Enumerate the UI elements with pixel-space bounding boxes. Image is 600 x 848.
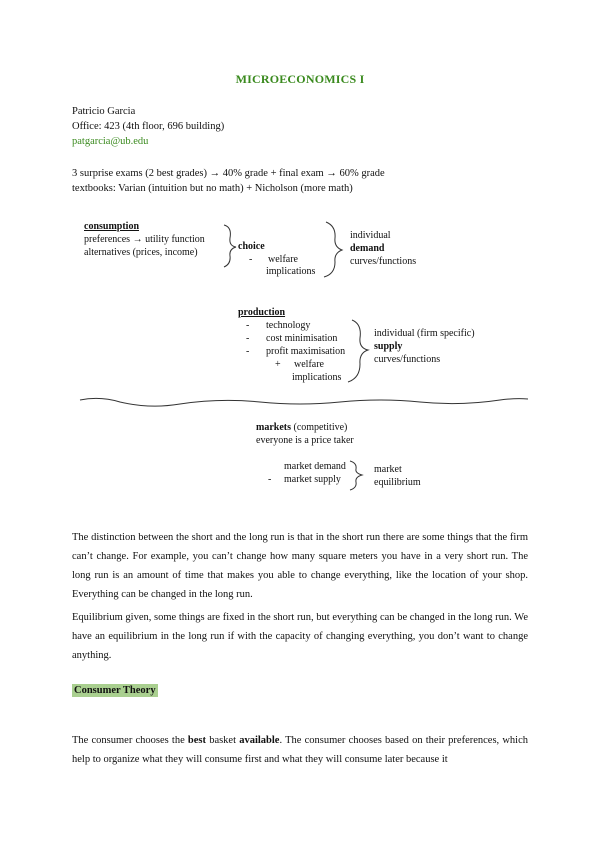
consumption-item: preferences → utility function xyxy=(84,234,205,245)
markets-heading-rest: (competitive) xyxy=(291,422,348,433)
production-welfare: welfare xyxy=(294,359,324,370)
production-heading: production xyxy=(238,307,286,318)
text-run: . The consumer chooses based on their preferences, which help to organize what they will consume first and what they will consume later because it xyxy=(72,735,529,765)
supply-result: individual (firm specific) xyxy=(374,328,475,339)
production-bullet: - xyxy=(246,333,250,344)
textbooks-line: textbooks: Varian (intuition but no math) + Nicholson (more math) xyxy=(72,183,353,194)
email-link[interactable]: patgarcia@ub.edu xyxy=(72,136,149,147)
paragraph-consumer-theory xyxy=(72,731,528,769)
grading-line: 3 surprise exams (2 best grades) → 40% grade + final exam → 60% grade xyxy=(72,168,385,179)
production-item: cost minimisation xyxy=(266,333,338,344)
text-run: The consumer chooses the xyxy=(72,735,188,746)
separator-wave xyxy=(80,398,528,406)
market-brace xyxy=(350,461,362,490)
production-welfare: implications xyxy=(292,372,342,383)
production-bullet: - xyxy=(246,346,250,357)
demand-brace xyxy=(324,222,342,277)
supply-brace xyxy=(348,320,368,382)
markets-heading xyxy=(256,422,347,434)
welfare-dash: - xyxy=(249,254,253,265)
consumption-heading: consumption xyxy=(84,221,140,232)
welfare-label: implications xyxy=(266,266,316,277)
office-info: Office: 423 (4th floor, 696 building) xyxy=(72,121,225,132)
demand-result: individual xyxy=(350,230,391,241)
section-heading: Consumer Theory xyxy=(74,685,156,696)
equilibrium-result: market xyxy=(374,464,402,475)
market-item: market demand xyxy=(284,461,346,472)
production-plus: + xyxy=(275,359,281,370)
demand-result: curves/functions xyxy=(350,256,417,267)
demand-result: demand xyxy=(350,243,385,254)
paragraph-equilibrium: Equilibrium given, some things are fixed in the short run, but everything can be changed in the long run. We have an equilibrium in the long run if with the capacity of changing everything, you don’t want to change anything. xyxy=(72,612,528,661)
text-run: basket xyxy=(206,735,240,746)
equilibrium-result: equilibrium xyxy=(374,477,421,488)
page-title: MICROECONOMICS I xyxy=(235,72,365,86)
market-dash: - xyxy=(268,474,272,485)
welfare-label: welfare xyxy=(268,254,298,265)
supply-result: curves/functions xyxy=(374,354,441,365)
production-item: profit maximisation xyxy=(266,346,346,357)
instructor-name: Patricio Garcia xyxy=(72,106,136,117)
text-run-bold: available xyxy=(239,735,280,746)
consumption-brace xyxy=(224,225,236,267)
production-bullet: - xyxy=(246,320,250,331)
markets-heading-bold: markets xyxy=(256,422,291,433)
market-item: market supply xyxy=(284,474,341,485)
markets-subtitle: everyone is a price taker xyxy=(256,435,354,446)
text-run-bold: best xyxy=(187,735,207,746)
supply-result: supply xyxy=(374,341,403,352)
production-item: technology xyxy=(266,320,311,331)
choice-label: choice xyxy=(238,241,265,252)
consumption-item: alternatives (prices, income) xyxy=(84,247,198,258)
paragraph-short-long-run: The distinction between the short and the long run is that in the short run there are some things that the firm can’t change. For example, you can’t change how many square meters you have in a very short run. The long run is an amount of time that makes you able to change everything, like the location of your shop. Everything can be changed in the long run. xyxy=(72,532,528,600)
